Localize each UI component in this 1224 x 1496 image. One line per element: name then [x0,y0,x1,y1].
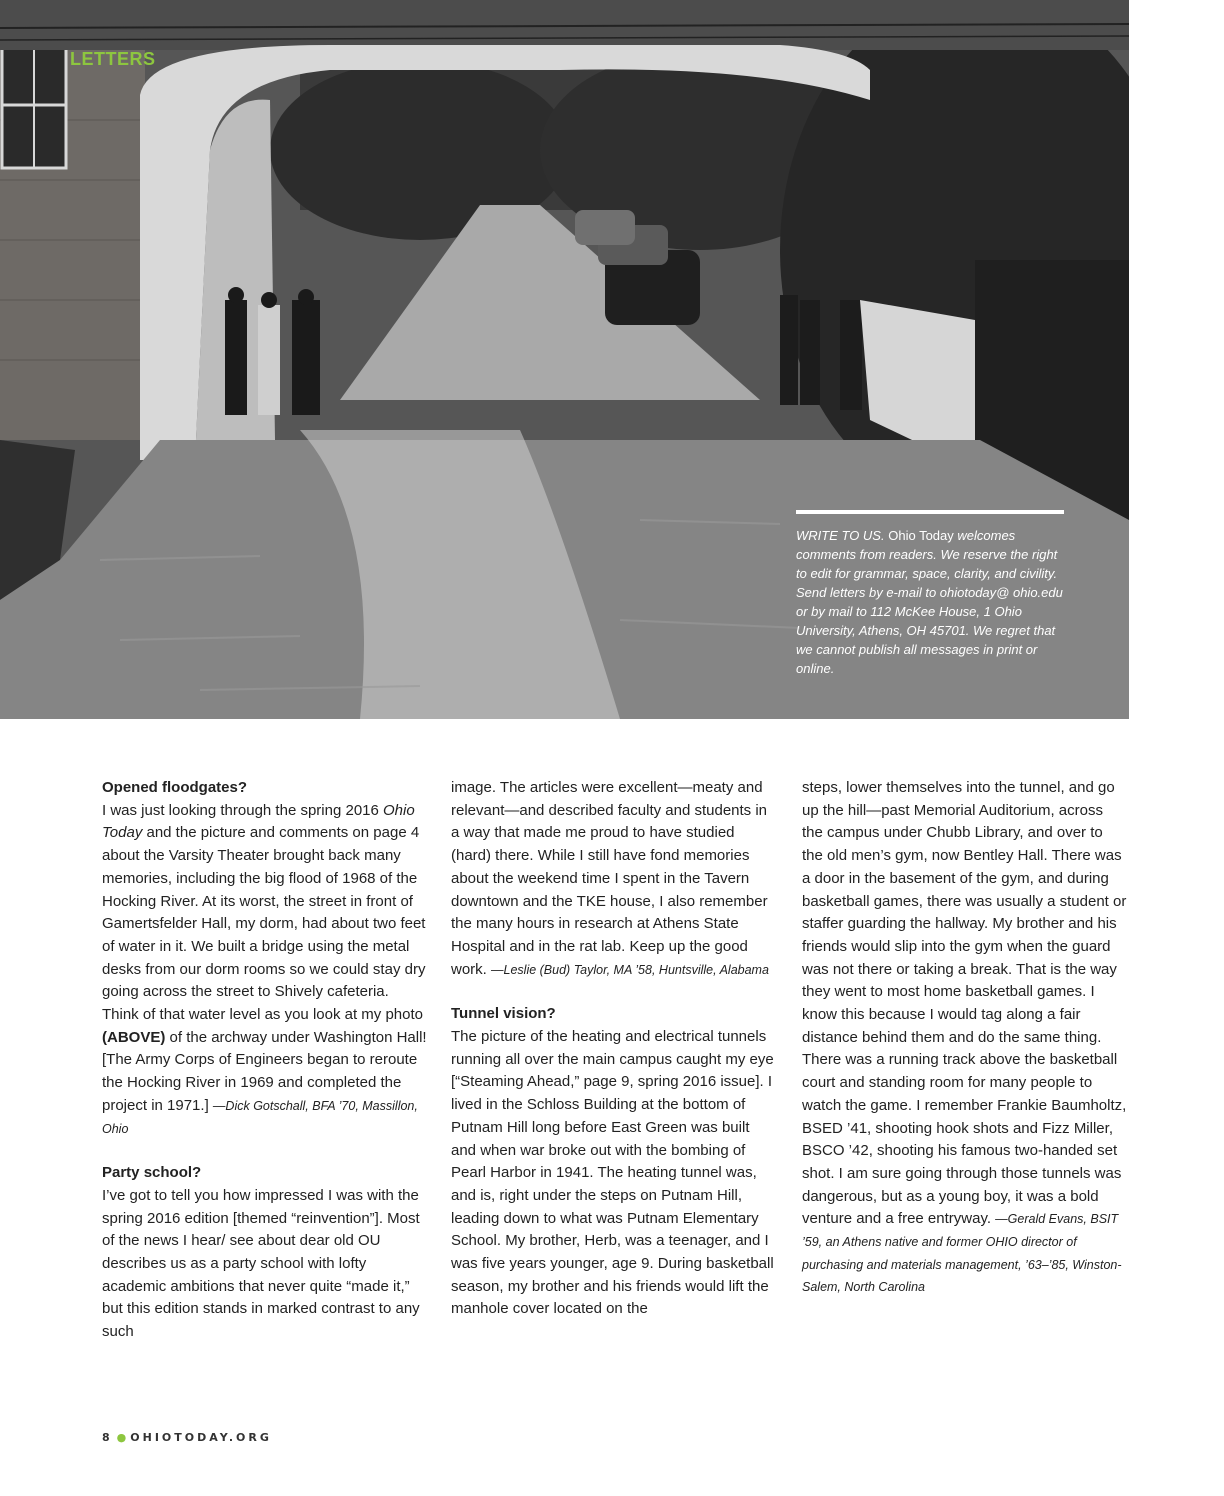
party-school-continued [451,777,776,981]
floodgates-publication: Ohio Today [102,801,415,842]
letter-title-tunnel-vision: Tunnel vision? [451,1005,556,1023]
letter-body-party-school: I’ve got to tell you how impressed I was with the spring 2016 edition [themed “reinvention”]. Most of the news I hear/ see about dear old OU describes us as a party school with lofty academic ambitions that never quite “made it,” but this edition stands in marked contrast to any such [102,1186,420,1341]
caption-rule [796,510,1064,514]
floodgates-text-3: of the archway under Washington Hall! [The Army Corps of Engineers began to reroute the Hocking River in 1969 and completed the project in 1971.] [102,1028,427,1114]
bullet-icon: ● [116,1431,127,1444]
caption-publication: Ohio Today [888,528,954,543]
letter-body-floodgates [102,800,427,1141]
column-2 [451,777,776,1321]
page-number: 8 [102,1431,113,1444]
letter-title-party-school: Party school? [102,1164,202,1182]
floodgates-text-2: and the picture and comments on page 4 about the Varsity Theater brought back many memories, including the big flood of 1968 of the Hocking River. At its worst, the street in front of Gamertsfelder Hall, my dorm, had about two feet of water in it. We built a bridge using the metal desks from our dorm rooms so we could stay dry going across the street to Shively cafeteria. Think of that water level as you look at my photo [102,824,426,1024]
letter-title-floodgates: Opened floodgates? [102,779,248,796]
site-url: OHIOTODAY.ORG [130,1431,272,1444]
section-label: LETTERS [70,49,156,69]
tunnel-vision-signature: —Gerald Evans, BSIT ’59, an Athens native and former OHIO director of purchasing and materials management, ’63–’85, Winston-Salem, North Carolina [802,1212,1122,1295]
write-to-us-caption [796,526,1064,678]
floodgates-signature: —Dick Gotschall, BFA ’70, Massillon, Ohio [102,1098,418,1136]
caption-lead: WRITE TO US. [796,528,885,543]
column-1 [102,777,427,1344]
flooded-tunnel-photo [0,0,1129,719]
floodgates-above: (ABOVE) [102,1028,166,1046]
page-folio [102,1431,272,1444]
floodgates-text-1: I was just looking through the spring 2016 [102,801,379,819]
party-school-signature: —Leslie (Bud) Taylor, MA ’58, Huntsville, Alabama [491,962,769,977]
column-3 [802,777,1127,1299]
caption-body: welcomes comments from readers. We reserve the right to edit for grammar, space, clarity, and civility. Send letters by e-mail to ohiotoday@ ohio.edu or by mail to 112 McKee House, 1 Ohio University, Athens, OH 45701. We regret that we cannot publish all messages in print or online. [796,528,1063,676]
tunnel-vision-text-cont: steps, lower themselves into the tunnel, and go up the hill—past Memorial Auditorium, across the campus under Chubb Library, and over to the old men’s gym, now Bentley Hall. There was a door in the basement of the gym, and during basketball games, there was usually a student or staffer guarding the hallway. My brother and his friends would slip into the gym when the guard was not there or taking a break. That is the way they went to most home basketball games. I know this because I would tag along a fair distance behind them and do the same thing. There was a running track above the basketball court and standing room for many people to watch the game. I remember Frankie Baumholtz, BSED ’41, shooting hook shots and Fizz Miller, BSCO ’42, shooting his famous two-handed set shot. I am sure going through those tunnels was dangerous, but as a young boy, it was a bold venture and a free entryway. [802,779,1127,1228]
letter-body-tunnel-vision: The picture of the heating and electrical tunnels running all over the main campus caught my eye [“Steaming Ahead,” page 9, spring 2016 issue]. I lived in the Schloss Building at the bottom of Putnam Hill long before East Green was built and when war broke out with the bombing of Pearl Harbor in 1941. The heating tunnel was, and is, right under the steps on Putnam Hill, leading down to what was Putnam Elementary School. My brother, Herb, was a teenager, and I was five years younger, age 9. During basketball season, my brother and his friends would lift the manhole cover located on the [451,1028,774,1318]
tunnel-vision-continued [802,777,1127,1299]
party-school-text-cont: image. The articles were excellent—meaty and relevant—and described faculty and students in a way that made me proud to have studied (hard) there. While I still have fond memories about the weekend time I spent in the Tavern downtown and the TKE house, I also remember the many hours in research at Athens State Hospital and in the rat lab. Keep up the good work. [451,779,768,978]
